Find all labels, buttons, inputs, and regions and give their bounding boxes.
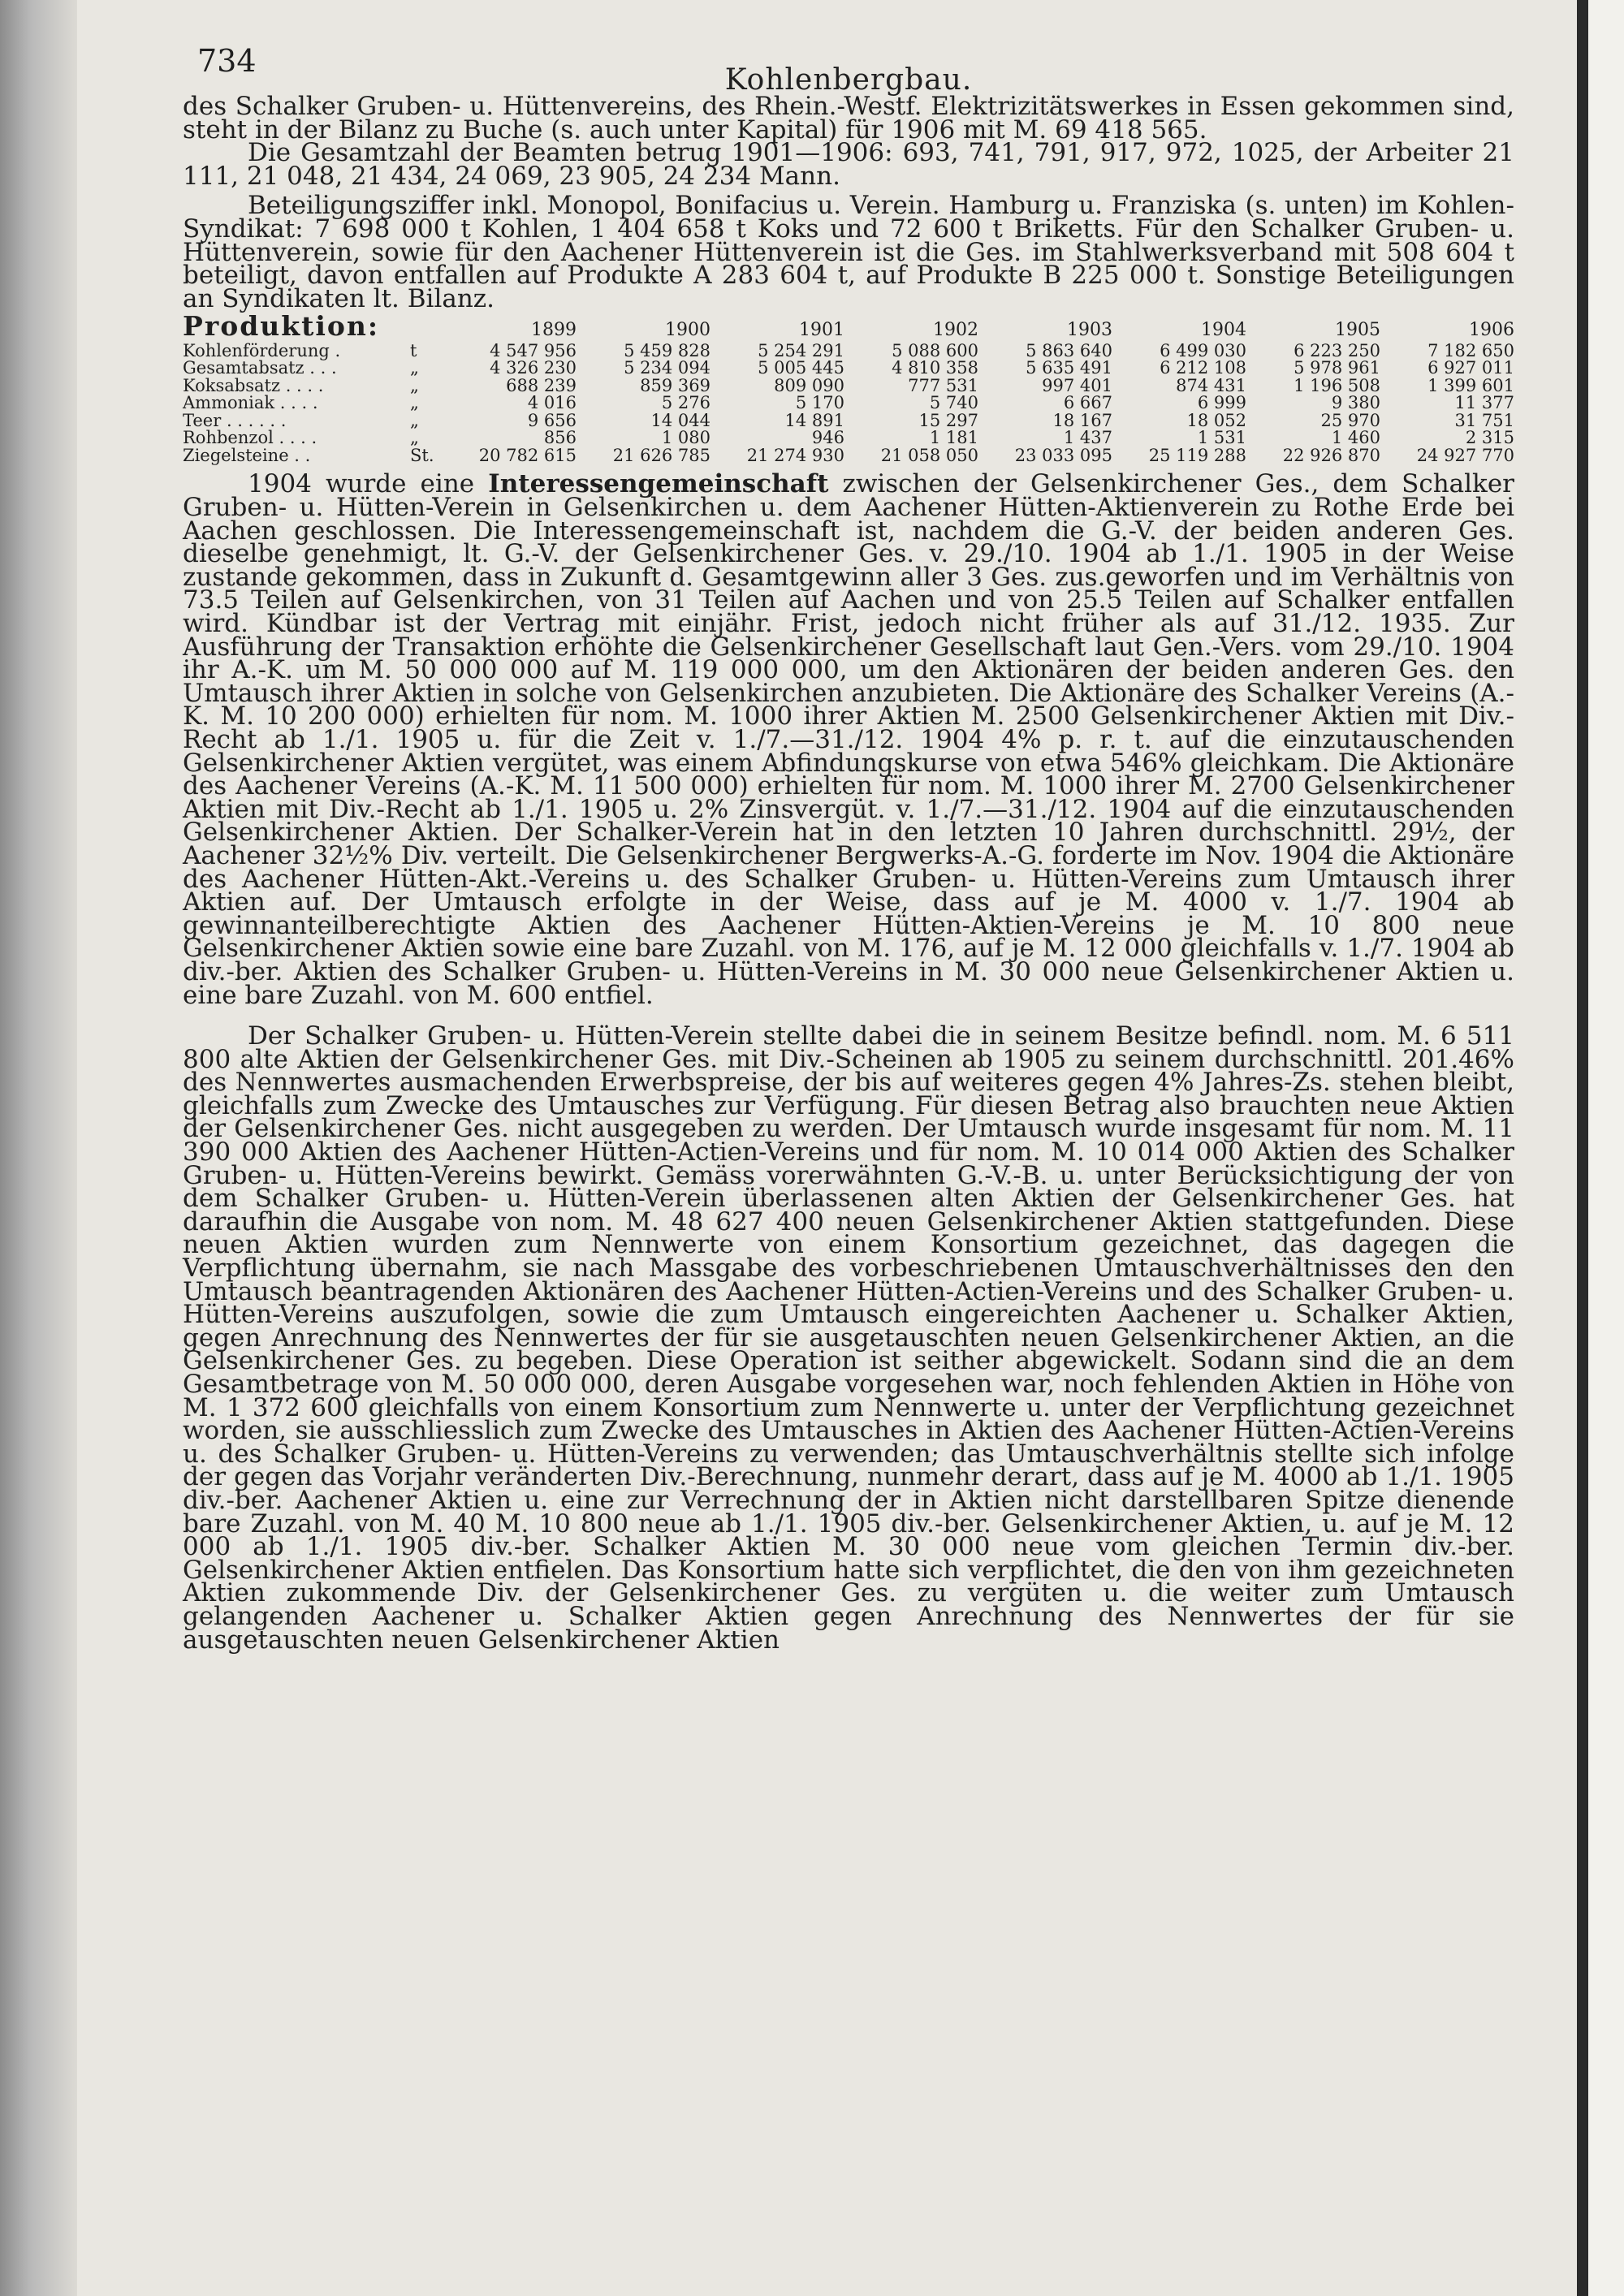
production-row [183, 340, 1514, 360]
production-cell: 6 999 [1197, 393, 1246, 413]
production-cell: 1 080 [661, 428, 710, 448]
production-cell: 22 926 870 [1282, 445, 1380, 465]
row-unit: „ [410, 375, 419, 395]
production-cell: 4 326 230 [490, 358, 577, 378]
production-cell: 5 459 828 [624, 340, 710, 360]
production-cell: 6 223 250 [1294, 340, 1380, 360]
production-cell: 6 667 [1063, 393, 1112, 413]
production-cell: 6 927 011 [1427, 358, 1514, 378]
production-cell: 5 170 [795, 393, 844, 413]
production-row [183, 412, 1514, 430]
paragraph-lead: 1904 wurde eine [248, 469, 475, 499]
row-name: Koksabsatz . . . . [183, 375, 324, 395]
production-row-label [183, 375, 443, 395]
production-cell: 2 315 [1465, 428, 1514, 448]
production-table [183, 340, 1514, 465]
year-label: 1904 [1201, 320, 1246, 341]
production-cell: 9 380 [1331, 393, 1380, 413]
row-unit: St. [410, 445, 434, 465]
production-cell: 5 978 961 [1294, 358, 1380, 378]
production-cell: 5 005 445 [758, 358, 844, 378]
production-cell: 6 212 108 [1160, 358, 1246, 378]
production-cell: 20 782 615 [478, 445, 577, 465]
year-label: 1903 [1067, 320, 1112, 341]
running-title: Kohlenbergbau. [724, 63, 973, 97]
scan-shadow-left [0, 0, 77, 2296]
row-unit: „ [410, 358, 419, 378]
row-name: Gesamtabsatz . . . [183, 358, 337, 378]
row-unit: „ [410, 428, 419, 448]
production-cell: 14 044 [650, 410, 710, 430]
production-row-label [183, 429, 443, 447]
row-name: Kohlenförderung . [183, 340, 341, 360]
production-header [183, 310, 1514, 343]
production-cell: 859 369 [640, 375, 710, 395]
production-cell: 5 254 291 [758, 340, 844, 360]
production-cell: 15 297 [918, 410, 978, 430]
production-row [183, 395, 1514, 412]
production-cell: 1 181 [929, 428, 978, 448]
scan-edge-right [1577, 0, 1624, 2296]
year-label: 1901 [799, 320, 844, 341]
production-cell: 874 431 [1176, 375, 1246, 395]
production-cell: 14 891 [784, 410, 844, 430]
production-cell: 1 399 601 [1427, 375, 1514, 395]
production-row [183, 429, 1514, 447]
production-cell: 18 167 [1052, 410, 1112, 430]
paragraph: Der Schalker Gruben- u. Hütten-Verein stellte dabei die in seinem Besitze befindl. nom. M. 6 511 800 alte Aktien der Gelsenkirchener Ges. mit Div.-Scheinen ab 1905 zu seinem durchschnittl. 201.46% des Nennwertes ausmachenden Erwerbspreise, der bis auf weiteres gegen 4% Jahres-Zs. stehen bleibt, gleichfalls zum Zwecke des Umtausches zur Verfügung. Für diesen Betrag also brauchten neue Aktien der Gelsenkirchener Ges. nicht ausgegeben zu werden. Der Umtausch wurde insgesamt für nom. M. 11 390 000 Aktien des Aachener Hütten-Actien-Vereins und für nom. M. 10 014 000 Aktien des Schalker Gruben- u. Hütten-Vereins bewirkt. Gemäss vorerwähnten G.-V.-B. u. unter Berücksichtigung der von dem Schalker Gruben- u. Hütten-Verein überlassenen alten Aktien der Gelsenkirchener Ges. hat daraufhin die Ausgabe von nom. M. 48 627 400 neuen Gelsenkirchener Aktien stattgefunden. Diese neuen Aktien wurden zum Nennwerte von einem Konsortium gezeichnet, das dagegen die Verpflichtung übernahm, sie nach Massgabe des vorbeschriebenen Umtauschverhältnisses den den Umtausch beantragenden Aktionären des Aachener Hütten-Actien-Vereins und des Schalker Gruben- u. Hütten-Vereins auszufolgen, sowie die zum Umtausch eingereichten Aachener u. Schalker Aktien, gegen Anrechnung des Nennwertes der für sie ausgetauschten neuen Gelsenkirchener Aktien, an die Gelsenkirchener Ges. zu begeben. Diese Operation ist seither abgewickelt. Sodann sind die an dem Gesamtbetrage von M. 50 000 000, deren Ausgabe vorgesehen war, noch fehlenden Aktien in Höhe von M. 1 372 600 gleichfalls von einem Konsortium zum Nennwerte u. unter der Verpflichtung gezeichnet worden, sie ausschliesslich zum Zwecke des Umtausches in Aktien des Aachener Hütten-Actien-Vereins u. des Schalker Gruben- u. Hütten-Vereins zu verwenden; das Umtauschverhältnis stellte sich infolge der gegen das Vorjahr veränderten Div.-Berechnung, nunmehr derart, dass auf je M. 4000 ab 1./1. 1905 div.-ber. Aachener Aktien u. eine zur Verrechnung der in Aktien nicht darstellbaren Spitze dienende bare Zuzahl. von M. 40 M. 10 800 neue ab 1./1. 1905 div.-ber. Gelsenkirchener Aktien, u. auf je M. 12 000 ab 1./1. 1905 div.-ber. Schalker Aktien M. 30 000 neue vom gleichen Termin div.-ber. Gelsenkirchener Aktien entfielen. Das Konsortium hatte sich verpflichtet, die den von ihm gezeichneten Aktien zukommende Div. der Gelsenkirchener Ges. zu vergüten u. die weiter zum Umtausch gelangenden Aachener u. Schalker Aktien gegen Anrechnung des Nennwertes der für sie ausgetauschten neuen Gelsenkirchener Aktien [183, 1021, 1514, 1655]
row-unit: „ [410, 410, 419, 430]
page-number: 734 [197, 43, 257, 79]
production-cell: 809 090 [774, 375, 844, 395]
production-cell: 18 052 [1186, 410, 1246, 430]
production-cell: 7 182 650 [1427, 340, 1514, 360]
paragraph: des Schalker Gruben- u. Hüttenvereins, des Rhein.-Westf. Elektrizitätswerkes in Essen gekommen sind, steht in der Bilanz zu Buche (s. auch unter Kapital) für 1906 mit M. 69 418 565. [183, 92, 1514, 145]
year-label: 1906 [1469, 320, 1514, 341]
production-cell: 1 460 [1331, 428, 1380, 448]
bold-term: Interessengemeinschaft [488, 469, 829, 499]
production-cell: 5 740 [929, 393, 978, 413]
production-year-row [443, 319, 1514, 343]
production-cell: 21 626 785 [612, 445, 710, 465]
production-cell: 688 239 [506, 375, 577, 395]
production-title: Produktion: [183, 310, 380, 343]
production-cell: 11 377 [1454, 393, 1514, 413]
page-header [183, 45, 1514, 95]
production-row [183, 360, 1514, 378]
production-cell: 6 499 030 [1160, 340, 1246, 360]
paragraph: Beteiligungsziffer inkl. Monopol, Bonifacius u. Verein. Hamburg u. Franziska (s. unten) im Kohlen-Syndikat: 7 698 000 t Kohlen, 1 404 658 t Koks und 72 600 t Briketts. Für den Schalker Gruben- u. Hüttenverein, sowie für den Aachener Hüttenverein ist die Ges. im Stahlwerksverband mit 508 604 t beteiligt, davon entfallen auf Produkte A 283 604 t, auf Produkte B 225 000 t. Sonstige Beteiligungen an Syndikaten lt. Bilanz. [183, 191, 1514, 313]
year-label: 1900 [665, 320, 710, 341]
paragraph: Die Gesamtzahl der Beamten betrug 1901—1906: 693, 741, 791, 917, 972, 1025, der Arbeiter 21 111, 21 048, 21 434, 24 069, 23 905, 24 234 Mann. [183, 138, 1514, 191]
production-row-label [183, 412, 443, 430]
production-cell: 5 088 600 [892, 340, 978, 360]
production-cell: 1 196 508 [1294, 375, 1380, 395]
production-cell: 4 810 358 [892, 358, 978, 378]
row-name: Ammoniak . . . . [183, 393, 318, 413]
production-row-label [183, 360, 443, 378]
production-row [183, 447, 1514, 465]
row-name: Ziegelsteine . . [183, 445, 311, 465]
production-cell: 1 437 [1063, 428, 1112, 448]
row-name: Teer . . . . . . [183, 410, 287, 430]
year-label: 1899 [531, 320, 577, 341]
production-cell: 25 970 [1320, 410, 1380, 430]
production-cell: 1 531 [1197, 428, 1246, 448]
production-cell: 31 751 [1454, 410, 1514, 430]
production-cell: 5 234 094 [624, 358, 710, 378]
document-page [183, 45, 1514, 2285]
paragraph-interessengemeinschaft [183, 469, 1515, 1010]
production-cell: 4 016 [527, 393, 577, 413]
year-label: 1902 [933, 320, 978, 341]
production-cell: 777 531 [908, 375, 978, 395]
production-cell: 21 058 050 [880, 445, 978, 465]
production-cell: 946 [811, 428, 844, 448]
row-name: Rohbenzol . . . . [183, 428, 317, 448]
production-row-label [183, 395, 443, 412]
production-cell: 5 635 491 [1026, 358, 1112, 378]
production-cell: 5 276 [661, 393, 710, 413]
production-row-label [183, 340, 443, 360]
production-cell: 856 [543, 428, 577, 448]
production-cell: 5 863 640 [1026, 340, 1112, 360]
production-cell: 21 274 930 [746, 445, 844, 465]
production-cell: 24 927 770 [1416, 445, 1514, 465]
row-unit: „ [410, 393, 419, 413]
production-row [183, 375, 1514, 395]
production-cell: 997 401 [1042, 375, 1112, 395]
row-unit: t [410, 340, 417, 360]
year-label: 1905 [1335, 320, 1380, 341]
production-cell: 25 119 288 [1148, 445, 1246, 465]
production-cell: 23 033 095 [1014, 445, 1112, 465]
production-row-label [183, 447, 443, 465]
paragraph-text: zwischen der Gelsenkirchener Ges., dem Schalker Gruben- u. Hütten-Verein in Gelsenkirchen u. dem Aachener Hütten-Aktienverein zu Rothe Erde bei Aachen geschlossen. Die Interessengemeinschaft ist, nachdem die G.-V. der beiden anderen Ges. dieselbe genehmigt, lt. G.-V. der Gelsenkirchener Ges. v. 29./10. 1904 ab 1./1. 1905 in der Weise zustande gekommen, dass in Zukunft d. Gesamtgewinn aller 3 Ges. zus.geworfen und im Verhältnis von 73.5 Teilen auf Gelsenkirchen, von 31 Teilen auf Aachen und von 25.5 Teilen auf Schalker entfallen wird. Kündbar ist der Vertrag mit einjähr. Frist, jedoch nicht früher als auf 31./12. 1935. Zur Ausführung der Transaktion erhöhte die Gelsenkirchener Gesellschaft laut Gen.-Vers. vom 29./10. 1904 ihr A.-K. um M. 50 000 000 auf M. 119 000 000, um den Aktionären der beiden anderen Ges. den Umtausch ihrer Aktien in solche von Gelsenkirchen anzubieten. Die Aktionäre des Schalker Vereins (A.-K. M. 10 200 000) erhielten für nom. M. 1000 ihrer Aktien M. 2500 Gelsenkirchener Aktien mit Div.-Recht ab 1./1. 1905 u. für die Zeit v. 1./7.—31./12. 1904 4% p. r. t. auf die einzutauschenden Gelsenkirchener Aktien vergütet, was einem Abfindungskurse von etwa 546% gleichkam. Die Aktionäre des Aachener Vereins (A.-K. M. 11 500 000) erhielten für nom. M. 1000 ihrer M. 2700 Gelsenkirchener Aktien mit Div.-Recht ab 1./1. 1905 u. 2% Zinsvergüt. v. 1./7.—31./12. 1904 auf die einzutauschenden Gelsenkirchener Aktien. Der Schalker-Verein hat in den letzten 10 Jahren durchschnittl. 29½, der Aachener 32½% Div. verteilt. Die Gelsenkirchener Bergwerks-A.-G. forderte im Nov. 1904 die Aktionäre des Aachener Hütten-Akt.-Vereins u. des Schalker Gruben- u. Hütten-Vereins zum Umtausch ihrer Aktien auf. Der Umtausch erfolgte in der Weise, dass auf je M. 4000 v. 1./7. 1904 ab gewinnanteilberechtigte Aktien des Aachener Hütten-Aktien-Vereins je M. 10 800 neue Gelsenkirchener Aktien sowie eine bare Zuzahl. von M. 176, auf je M. 12 000 gleichfalls v. 1./7. 1904 ab div.-ber. Aktien des Schalker Gruben- u. Hütten-Vereins in M. 30 000 neue Gelsenkirchener Aktien u. eine bare Zuzahl. von M. 600 entfiel. [183, 469, 1515, 1010]
production-cell: 9 656 [527, 410, 577, 430]
production-cell: 4 547 956 [490, 340, 577, 360]
